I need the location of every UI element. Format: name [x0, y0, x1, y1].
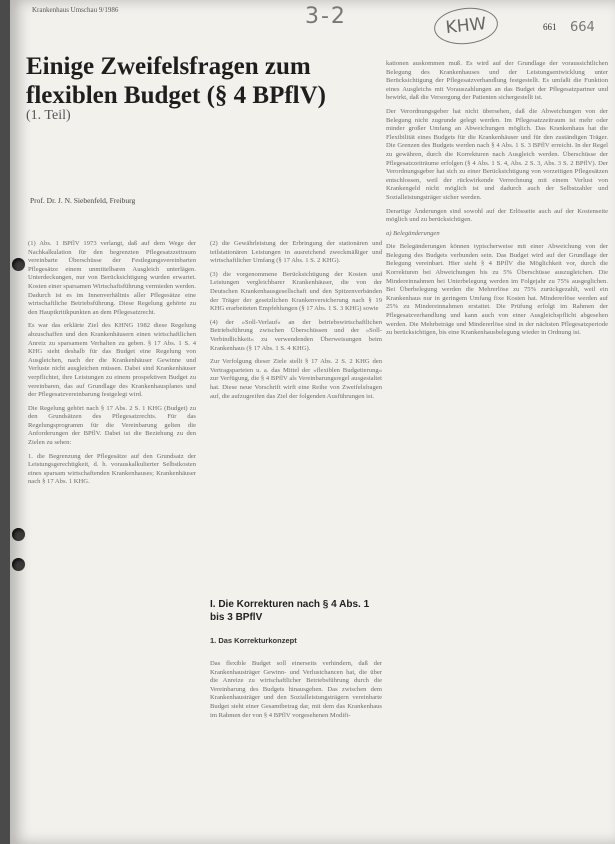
journal-reference: Krankenhaus Umschau 9/1986: [32, 6, 119, 14]
text-column-middle-lower: [210, 660, 382, 838]
article-title: Einige Zweifelsfragen zum flexiblen Budget (§ 4 BPflV): [26, 53, 326, 109]
text-column-right: [386, 60, 608, 840]
document-page: [10, 0, 615, 844]
paragraph: Es war das erklärte Ziel des KHNG 1982 diese Regelung abzuschaffen und den Krankenhäusern einen wirtschaftlichen Anreiz zu sparsamem Verhalten zu geben. § 17 Abs. 1 S. 4 KHG sieht deshalb für das Budget eine Regelung von Ausgleichen, nach der die Krankenhäuser Gewinne und Verluste nicht ausgleichen müssen. Dabei sind Krankenhäuser verpflichtet, ihre Leistungen zu einem prospektiven Budget zu vereinbaren, das auf Grundlage des Krankenhausplanes und der Pflegesatzvereinbarung festgelegt wird.: [28, 322, 196, 399]
paragraph: kationen auskommen muß. Es wird auf der Grundlage der voraussichtlichen Belegung des Krankenhauses und der Leistungsentwicklung unter Berücksichtigung der Pflegesatzverhandlung festgestellt. Es umfaßt die Funktion eines Ausgleichs mit Vorauszahlungen an das Budget der Pflegesatzpartner und bewirkt, daß die Versorgung der Patienten sichergestellt ist.: [386, 60, 608, 102]
handwritten-code: 3-2: [305, 4, 347, 29]
paragraph: Das flexible Budget soll einerseits verhindern, daß der Krankenhausträger Gewinn- und Verlustchancen hat, die über die Anreize zu wirtschaftlicher Betriebsführung durch die Vereinbarung des Budgets hinausgehen. Das zwischen dem Krankenhausträger und den Sozialleistungsträgern vereinbarte Budget steht einer Gesamtbetrag dar, mit dem das Krankenhaus im Rahmen der von § 4 BPflV vorgesehenen Modifi-: [210, 660, 382, 719]
section-heading: I. Die Korrekturen nach § 4 Abs. 1 bis 3 BPflV: [210, 599, 370, 623]
page-number: 661: [543, 22, 557, 32]
punch-hole: [12, 558, 25, 571]
paragraph: (2) die Gewährleistung der Erbringung der stationären und teilstationären Leistungen in ausreichend zweckmäßiger und wirtschaftlicher Umfang (§ 17 Abs. 1 S. 2 KHG).: [210, 240, 382, 265]
paragraph: (4) der »Soll-Verlauf« an der betriebswirtschaftlichen Betriebsführung zwischen Überschüssen und der »Soll-Verbindlichkeit« zu verwendenden Überweisungen beim Krankenhaus (§ 17 Abs. 1 S. 4 KHG).: [210, 318, 382, 352]
paragraph: 1. die Begrenzung der Pflegesätze auf den Grundsatz der Leistungsgerechtigkeit, d. h. vorauskalkulierter Selbstkosten eines sparsam wirtschaftenden Krankenhauses; Krankenhäuser nach § 17 Abs. 1 KHG.: [28, 452, 196, 486]
paragraph: (3) die vorgenommene Berücksichtigung der Kosten und Leistungen vergleichbarer Krankenhäuser, die von der Deutschen Krankenhausgesellschaft und den Spitzenverbänden der Träger der gesetzlichen Krankenversicherung nach § 19 KHG erarbeiteten Empfehlungen (§ 17 Abs. 1 S. 3 KHG) sowie: [210, 270, 382, 313]
article-author: Prof. Dr. J. N. Siebenfeld, Freiburg: [30, 196, 136, 205]
punch-hole: [12, 258, 25, 271]
paragraph: Derartige Änderungen sind sowohl auf der Erlösseite auch auf der Kostenseite möglich und zu berücksichtigen.: [386, 207, 608, 224]
paragraph: Zur Verfolgung dieser Ziele stellt § 17 Abs. 2 S. 2 KHG den Vertragsparteien u. a. das Mittel der »flexiblen Budgetierung« zur Verfügung, die § 4 BPflV als Vereinbarungsregel ausgestaltet hat. Diese neue Vorschrift wirft eine Reihe von Zweifelsfragen auf, die aufzugreifen das Ziel der folgenden Ausführungen ist.: [210, 358, 382, 400]
article-subtitle: (1. Teil): [26, 108, 71, 123]
subsection-heading: 1. Das Korrekturkonzept: [210, 636, 297, 645]
paragraph: Der Verordnungsgeber hat nicht übersehen, daß die Abweichungen von der Belegung nicht zugrunde gelegt werden. Im Pflegesatzzeitraum ist mehr oder minder großer Umfang an Abweichungen möglich. Das Krankenhaus hat die Flexibilität eines Budgets für die Krankenhäuser und für den zuständigen Träger. Die Grenzen des Budgets werden nach § 4 Abs. 1 S. 3 BPflV erreicht. In der Regel zu gewähren, durch die Korrekturen nach Ausgleich werden. Überschüsse der Pflegesatzzeiträume erfolgen (§ 4 Abs. 1 S. 4, Abs. 2 S. 3, Abs. 3 S. 2 BPflV). Der Verordnungsgeber hat sich zu einer Berücksichtigung von vorzeitigen Pflegesätzen entschlossen, weil der rückwirkende Verrechnung mit einem Verlust von Krankengeld nicht möglich ist und dadurch auch der Selbstzahler und Sozialleistungsträger sicher werden.: [386, 107, 608, 201]
text-column-left: [28, 240, 196, 830]
paragraph: Die Regelung gehört nach § 17 Abs. 2 S. 1 KHG (Budget) zu den Grundsätzen des Pflegesatzrechts. Für das Regelungsprogramm für die Vereinbarung gelten die Anforderungen der BPflV. Dabei ist die Beziehung zu den Zielen zu sehen:: [28, 404, 196, 447]
archive-stamp: KHW: [432, 5, 499, 47]
paragraph: Die Belegänderungen können typischerweise mit einer Abweichung von der Belegung des Budgets verbunden sein. Das Budget wird auf der Grundlage der Belegung vereinbart. Hier sieht § 4 BPflV die Möglichkeit vor, durch die Korrekturen bei Abweichungen bis zu 5% Überschüsse auszugleichen. Die Mindereinnahmen bei Unterbelegung werden im Folgejahr zu 75% ausgeglichen. Bei Überbelegung werden die Mehrerlöse zu 75% zurückgezahlt, weil ein Krankenhaus nur in geringem Umfang fixe Kosten hat. Mindererlöse werden auf 25% zu Mindereinnahmen erstattet. Die Prüfung erfolgt im Rahmen der Pflegesatzverhandlung und kann auch von einer Ausgleichspflicht abgesehen werden. Die Mehrbeträge und Mindererlöse sind in der nächsten Pflegesatzperiode zu berücksichtigen, bis eine Krankenhausbelegung wieder in Ordnung ist.: [386, 243, 608, 337]
paragraph: (1) Abs. 1 BPflV 1973 verlangt, daß auf dem Wege der Nachkalkulation für den begrenzten Pflegesatzzeitraum vereinbarte Überschüsse der Festlegungsvereinbarten Pflegesätze einem unmittelbaren Ausgleich unterlägen. Unterdeckungen, nur von Berücksichtigung wurden erwartet. Kosten einer sparsamen Wirtschaftsführung vermieden werden. Dadurch ist es im Innenverhältnis aller Pflegesätze eine wirtschaftliche Betriebsführung. Diese Regelung gehörte zu den Hauptkritikpunkten an dem Pflegesatzrecht.: [28, 240, 196, 316]
text-column-middle: [210, 240, 382, 570]
paragraph: a) Belegänderungen: [386, 229, 440, 237]
handwritten-page-number: 664: [570, 20, 595, 35]
punch-hole: [12, 528, 25, 541]
